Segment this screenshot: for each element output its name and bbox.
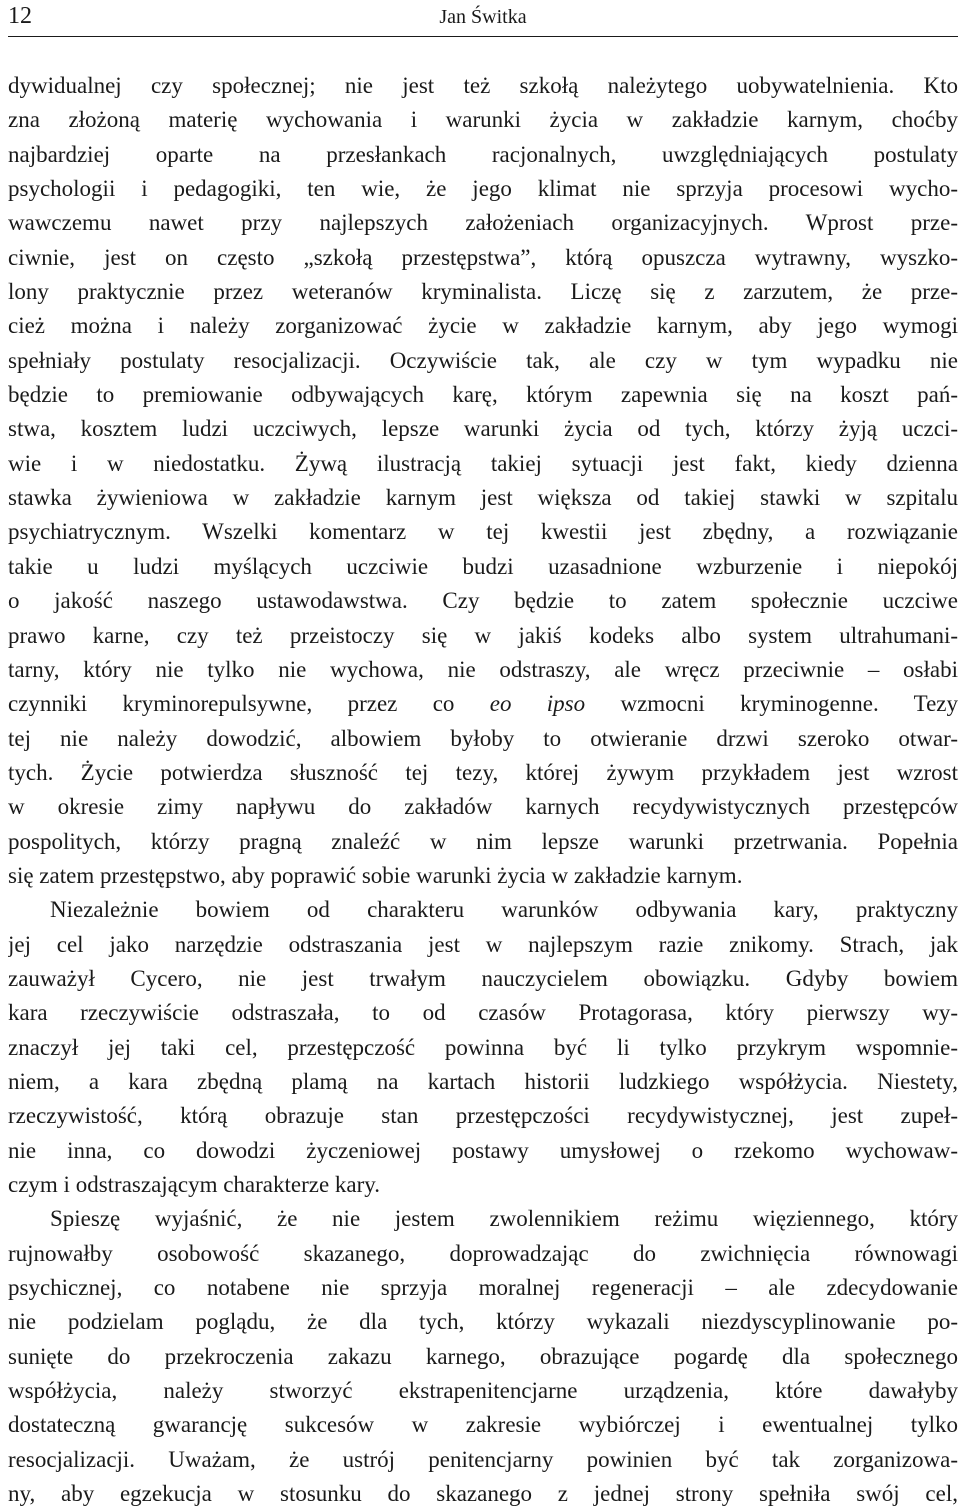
text-line: rzeczywistość, którą obrazuje stan przestępczości recydywistycznej, jest zupeł- — [8, 1103, 958, 1129]
text-line: tych. Życie potwierdza słuszność tej tezy, której żywym przykładem jest wzrost — [8, 759, 958, 785]
italic-phrase: eo ipso — [489, 691, 586, 717]
text-line: stwa, kosztem ludzi uczciwych, lepsze warunki życia od tych, którzy żyją uczci- — [8, 416, 958, 442]
text-line: o jakość naszego ustawodawstwa. Czy będzie to zatem społecznie uczciwe — [8, 588, 958, 614]
text-line: cież można i należy zorganizować życie w zakładzie karnym, aby jego wymogi — [8, 313, 958, 339]
text-line: nie inna, co dowodzi życzeniowej postawy umysłowej o rzekomo wychowaw- — [8, 1137, 958, 1163]
text-line: najbardziej oparte na przesłankach racjonalnych, uwzględniających postulaty — [8, 141, 958, 167]
text-line: sunięte do przekroczenia zakazu karnego, obrazujące pogardę dla społecznego — [8, 1343, 958, 1369]
text-line: znaczył jej taki cel, przestępczość powinna być li tylko przykrym wspomnie- — [8, 1034, 958, 1060]
text-line: stawka żywieniowa w zakładzie karnym jest większa od takiej stawki w szpitalu — [8, 485, 958, 511]
text-line: tej nie należy dowodzić, albowiem byłoby to otwieranie drzwi szeroko otwar- — [8, 725, 958, 751]
text-line: zauważył Cycero, nie jest trwałym nauczycielem obowiązku. Gdyby bowiem — [8, 965, 958, 991]
paragraph-start-line: Niezależnie bowiem od charakteru warunków odbywania kary, praktyczny — [50, 897, 958, 923]
text-line: psychologii i pedagogiki, ten wie, że jego klimat nie sprzyja procesowi wycho- — [8, 176, 958, 202]
text-line: takie u ludzi myślących uczciwie budzi uzasadnione wzburzenie i niepokój — [8, 553, 958, 579]
text-line: zna złożoną materię wychowania i warunki życia w zakładzie karnym, choćby — [8, 107, 958, 133]
text-line: pospolitych, którzy pragną znaleźć w nim lepsze warunki przetrwania. Popełnia — [8, 828, 958, 854]
paragraph-start-line: Spieszę wyjaśnić, że nie jestem zwolennikiem reżimu więziennego, który — [50, 1206, 958, 1232]
paragraph-end-line: czym i odstraszającym charakterze kary. — [8, 1172, 381, 1197]
paragraph-end-line: się zatem przestępstwo, aby poprawić sobie warunki życia w zakładzie karnym. — [8, 862, 743, 888]
text-line: kara rzeczywiście odstraszała, to od czasów Protagorasa, który pierwszy wy- — [8, 1000, 958, 1026]
page-number: 12 — [8, 3, 32, 29]
document-page — [8, 0, 958, 1507]
running-head-author: Jan Świtka — [439, 6, 527, 28]
text-line: w okresie zimy napływu do zakładów karnych recydywistycznych przestępców — [8, 794, 958, 820]
text-line: spełniały postulaty resocjalizacji. Oczywiście tak, ale czy w tym wypadku nie — [8, 347, 958, 373]
text-line: dywidualnej czy społecznej; nie jest też szkołą należytego uobywatelnienia. Kto — [8, 73, 958, 98]
text-line: będzie to premiowanie odbywających karę, którym zapewnia się na koszt pań- — [8, 382, 958, 408]
text-line: lony praktycznie przez weteranów kryminalista. Liczę się z zarzutem, że prze- — [8, 279, 958, 305]
text-line: psychiatrycznym. Wszelki komentarz w tej kwestii jest zbędny, a rozwiązanie — [8, 519, 958, 545]
text-line: ny, aby egzekucja w stosunku do skazanego z jednej strony spełniła swój cel, — [8, 1481, 958, 1507]
text-line: niem, a kara zbędną plamą na kartach historii ludzkiego współżycia. Niestety, — [8, 1068, 958, 1094]
text-line: ciwnie, jest on często „szkołą przestępstwa”, którą opuszcza wytrawny, wyszko- — [8, 244, 958, 270]
text-line: wie i w niedostatku. Żywą ilustracją takiej sytuacji jest fakt, kiedy dzienna — [8, 450, 958, 476]
text-line: wawczemu nawet przy najlepszych założeniach organizacyjnych. Wprost prze- — [8, 210, 958, 236]
text-line: współżycia, należy stworzyć ekstrapenitencjarne urządzenia, które dawałyby — [8, 1378, 958, 1404]
text-line: dostateczną gwarancję sukcesów w zakresie wybiórczej i ewentualnej tylko — [8, 1412, 958, 1438]
text-line: jej cel jako narzędzie odstraszania jest w najlepszym razie znikomy. Strach, jak — [8, 931, 958, 957]
text-line: prawo karne, czy też przeistoczy się w jakiś kodeks albo system ultrahumani- — [8, 622, 958, 648]
text-line: resocjalizacji. Uważam, że ustrój penitencjarny powinien być tak zorganizowa- — [8, 1446, 958, 1472]
text-line: rujnowałby osobowość skazanego, doprowadzając do zwichnięcia równowagi — [8, 1240, 958, 1266]
text-line: psychicznej, co notabene nie sprzyja moralnej regeneracji – ale zdecydowanie — [8, 1275, 958, 1301]
text-line: tarny, który nie tylko nie wychowa, nie odstraszy, ale wręcz przeciwnie – osłabi — [8, 656, 958, 682]
page-header — [8, 0, 958, 37]
text-line: czynniki kryminorepulsywne, przez co eo ipso wzmocni kryminogenne. Tezy — [8, 691, 958, 717]
text-line: nie podzielam poglądu, że dla tych, którzy wykazali niezdyscyplinowanie po- — [8, 1309, 958, 1335]
body-text — [8, 69, 958, 1511]
